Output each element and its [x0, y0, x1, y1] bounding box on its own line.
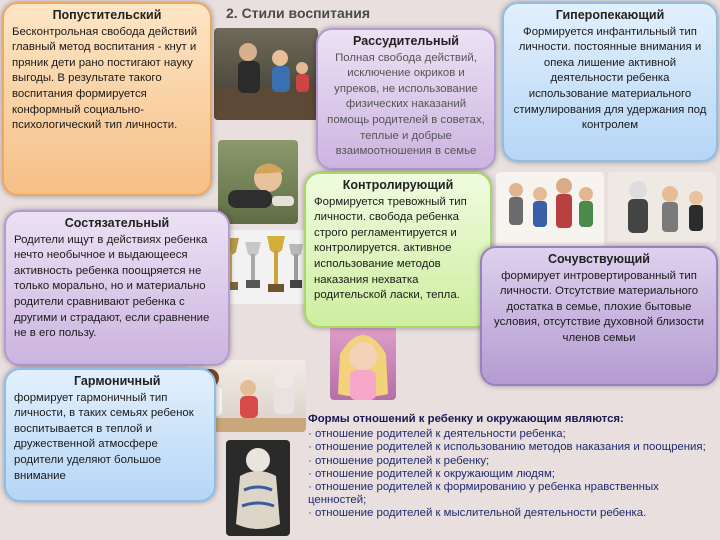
card-permissive-title: Попустительский [52, 8, 162, 22]
photo-grandmother-family [608, 172, 716, 242]
photo-porcelain-figurine [226, 440, 290, 536]
forms-item: · отношение родителей к мыслительной деятельности ребенка. [308, 507, 647, 520]
forms-heading: Формы отношений к ребенку и окружающим являются: [308, 413, 624, 425]
card-sympathetic-title: Сочувствующий [548, 252, 650, 266]
photo-girl-playing [218, 140, 298, 224]
card-competitive-text: Родители ищут в действиях ребенка нечто необычное и выдающееся активность ребенка поощряется не только морально, но и материально родители сравнивают ребенка с другими и страдают, если сравнение не в его пользу. [14, 233, 210, 340]
card-harmonious [4, 368, 216, 502]
card-competitive [4, 210, 230, 366]
card-controlling-text: Формируется тревожный тип личности. свобода ребенка строго регламентируется и контролируется. активное использование методов наказания нехватка родительской ласки, тепла. [314, 195, 467, 302]
forms-item: · отношение родителей к деятельности ребенка; [308, 428, 566, 441]
card-reasoning-text: Полная свобода действий, исключение окриков и упреков, не использование физических наказаний помощь родителей в советах, теплые и добрые взаимоотношения в семье [327, 51, 485, 158]
slide-title: 2. Стили воспитания [226, 5, 371, 21]
card-reasoning [316, 28, 496, 170]
card-controlling-title: Контролирующий [342, 178, 454, 192]
card-harmonious-title: Гармоничный [74, 374, 161, 388]
forms-item: · отношение родителей к окружающим людям; [308, 467, 555, 480]
card-controlling [304, 172, 492, 328]
forms-item: · отношение родителей к использованию методов наказания и поощрения; [308, 441, 706, 454]
forms-item: · отношение родителей к ребенку; [308, 454, 490, 467]
card-overprotective-title: Гиперопекающий [555, 8, 665, 22]
card-harmonious-text: формирует гармоничный тип личности, в таких семьях ребенок воспитывается в теплой и дружественной атмосфере родители уделяют большое внимание [14, 391, 194, 482]
card-sympathetic-text: формирует интровертированный тип личности. Отсутствие материального достатка в семье, плохие бытовые условия, отсутствие духовной близости членов семьи [494, 269, 704, 344]
card-overprotective-text: Формируется инфантильный тип личности. постоянные внимания и опека лишение активной деятельности ребенка использование материального стимулирования для удержания под контролем [513, 25, 707, 132]
forms-section [308, 413, 718, 521]
card-permissive-text: Бесконтрольная свобода действий главный метод воспитания - кнут и пряник дети рано постигают науку выгоды. В результате такого воспитания формируется конформный социально-психологический тип личности. [12, 25, 198, 132]
card-reasoning-title: Рассудительный [353, 34, 459, 48]
photo-mother-children [214, 28, 318, 120]
forms-list [308, 428, 718, 520]
card-permissive [2, 2, 212, 196]
forms-item: · отношение родителей к формированию у ребенка нравственных ценностей; [308, 481, 659, 507]
card-sympathetic [480, 246, 718, 386]
photo-children-group [496, 172, 604, 248]
card-overprotective [502, 2, 718, 162]
card-competitive-title: Состязательный [64, 216, 170, 230]
